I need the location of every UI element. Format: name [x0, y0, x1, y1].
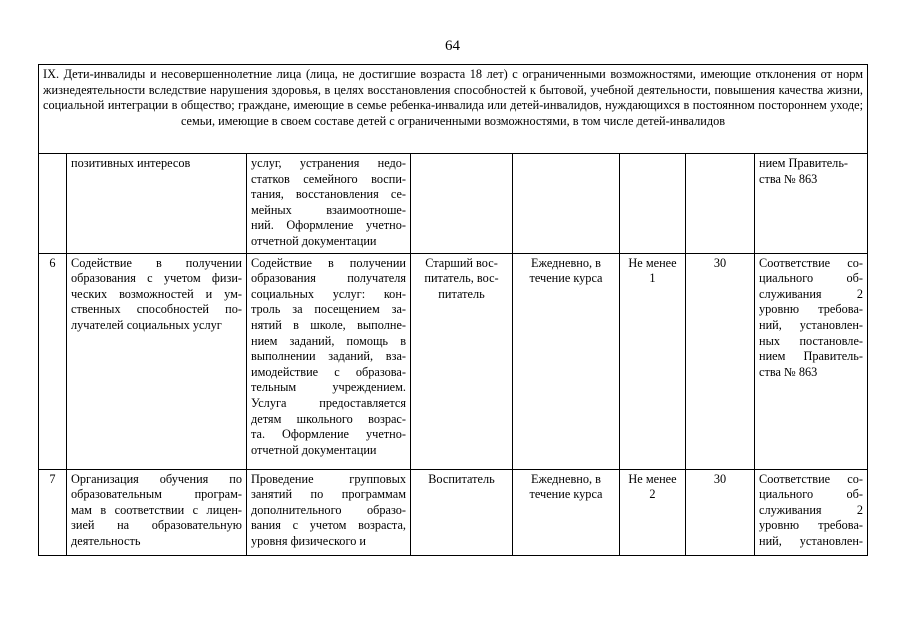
cell-line: Соответствие со-	[759, 471, 863, 486]
cell-line: нятий в школе, выполне-	[251, 317, 406, 332]
cell-line: служивания 2	[759, 286, 863, 301]
cell-line: ческих возможностей и ум-	[71, 286, 242, 301]
cell-line: ний, установлен-	[759, 317, 863, 332]
cell-line: циального об-	[759, 271, 863, 286]
cell-line: Старший вос-	[425, 255, 498, 270]
volume	[620, 253, 686, 469]
cell-line: уровню требова-	[759, 518, 863, 533]
cell-line: питатель	[438, 286, 485, 301]
cell-line: питатель, вос-	[424, 271, 499, 286]
cell-line: троль за посещением за-	[251, 302, 406, 317]
cell-line: деятельность	[71, 533, 141, 548]
cell-line: Услуга предоставляется	[251, 395, 406, 410]
service-name	[67, 469, 247, 555]
cell-line: Организация обучения по	[71, 471, 242, 486]
cell-line: занятий по программам	[251, 487, 406, 502]
service-name	[67, 154, 247, 254]
cell-line: тания, восстановления се-	[251, 187, 406, 202]
cell-line: нием заданий, помощь в	[251, 333, 406, 348]
cell-line: служивания 2	[759, 502, 863, 517]
cell-line: лучателей социальных услуг	[71, 317, 222, 332]
volume	[620, 469, 686, 555]
executor	[411, 154, 513, 254]
cell-line: социальных услуг: кон-	[251, 286, 406, 301]
cell-line: статков семейного воспи-	[251, 171, 406, 186]
cell-line: Воспитатель	[428, 471, 495, 486]
cell-line: отчетной документации	[251, 233, 377, 248]
services-table	[38, 64, 868, 556]
table-row	[39, 154, 868, 254]
cell-line: дополнительного образо-	[251, 502, 406, 517]
service-name	[67, 253, 247, 469]
cell-line: Содействие в получении	[71, 255, 242, 270]
service-content	[247, 469, 411, 555]
cell-line: услуг, устранения недо-	[251, 156, 406, 170]
cell-line: позитивных интересов	[71, 156, 191, 170]
table-row	[39, 253, 868, 469]
cell-line: Ежедневно, в	[531, 255, 601, 270]
cell-line: ства № 863	[759, 171, 818, 186]
row-number: 6	[39, 253, 67, 469]
quantity	[686, 154, 755, 254]
cell-line: ний. Оформление учетно-	[251, 218, 406, 233]
cell-line: нием Правитель-	[759, 349, 863, 364]
periodicity	[513, 154, 620, 254]
executor	[411, 469, 513, 555]
cell-line: нием Правитель-	[759, 156, 849, 170]
cell-line: детям школьного возрас-	[251, 411, 406, 426]
cell-line: уровня физического и	[251, 533, 366, 548]
service-content	[247, 253, 411, 469]
cell-line: Ежедневно, в	[531, 471, 601, 486]
cell-line: Проведение групповых	[251, 471, 406, 486]
cell-line: ний, установлен-	[759, 533, 863, 548]
cell-line: зией на образовательную	[71, 518, 242, 533]
quality-standard	[755, 154, 868, 254]
cell-line: течение курса	[529, 271, 603, 286]
cell-line: циального об-	[759, 487, 863, 502]
cell-line: ных постановле-	[759, 333, 863, 348]
cell-line: та. Оформление учетно-	[251, 427, 406, 442]
volume	[620, 154, 686, 254]
cell-line: образовательным програм-	[71, 487, 242, 502]
cell-line: вания с учетом возраста,	[251, 518, 406, 533]
cell-line: ственных способностей по-	[71, 302, 242, 317]
row-number	[39, 154, 67, 254]
cell-line: образования с учетом физи-	[71, 271, 242, 286]
quality-standard	[755, 469, 868, 555]
cell-line: мейных взаимоотноше-	[251, 202, 406, 217]
executor	[411, 253, 513, 469]
quality-standard	[755, 253, 868, 469]
cell-line: мам в соответствии с лицен-	[71, 502, 242, 517]
cell-line: Соответствие со-	[759, 255, 863, 270]
section-header: IX. Дети-инвалиды и несовершеннолетние лица (лица, не достигшие возраста 18 лет) с ограниченными возможностями, имеющие отклонения от норм жизнедеятельности вследствие нарушения здоровья, в целях восстановления способностей к бытовой, учебной деятельности, повышения качества жизни, социальной интеграции в общество; граждане, имеющие в семье ребенка-инвалида или детей-инвалидов, нуждающихся в постоянном постороннем уходе; семьи, имеющие в своем составе детей с ограниченными возможностями, в том числе детей-инвалидов	[39, 65, 868, 154]
cell-line: образования получателя	[251, 271, 406, 286]
cell-line: отчетной документации	[251, 442, 377, 457]
cell-line: течение курса	[529, 487, 603, 502]
cell-line: тельным учреждением.	[251, 380, 406, 395]
cell-line: 1	[649, 271, 656, 286]
cell-line: Не менее	[628, 471, 677, 486]
service-content	[247, 154, 411, 254]
quantity: 30	[686, 469, 755, 555]
cell-line: имодействие с образова-	[251, 364, 406, 379]
table-row	[39, 469, 868, 555]
cell-line: выполнении заданий, вза-	[251, 349, 406, 364]
periodicity	[513, 469, 620, 555]
row-number: 7	[39, 469, 67, 555]
cell-line: Содействие в получении	[251, 255, 406, 270]
periodicity	[513, 253, 620, 469]
cell-line: 2	[649, 487, 656, 502]
page-number: 64	[445, 38, 460, 54]
section-header-row	[39, 65, 868, 154]
quantity: 30	[686, 253, 755, 469]
cell-line: Не менее	[628, 255, 677, 270]
cell-line: ства № 863	[759, 364, 818, 379]
cell-line: уровню требова-	[759, 302, 863, 317]
